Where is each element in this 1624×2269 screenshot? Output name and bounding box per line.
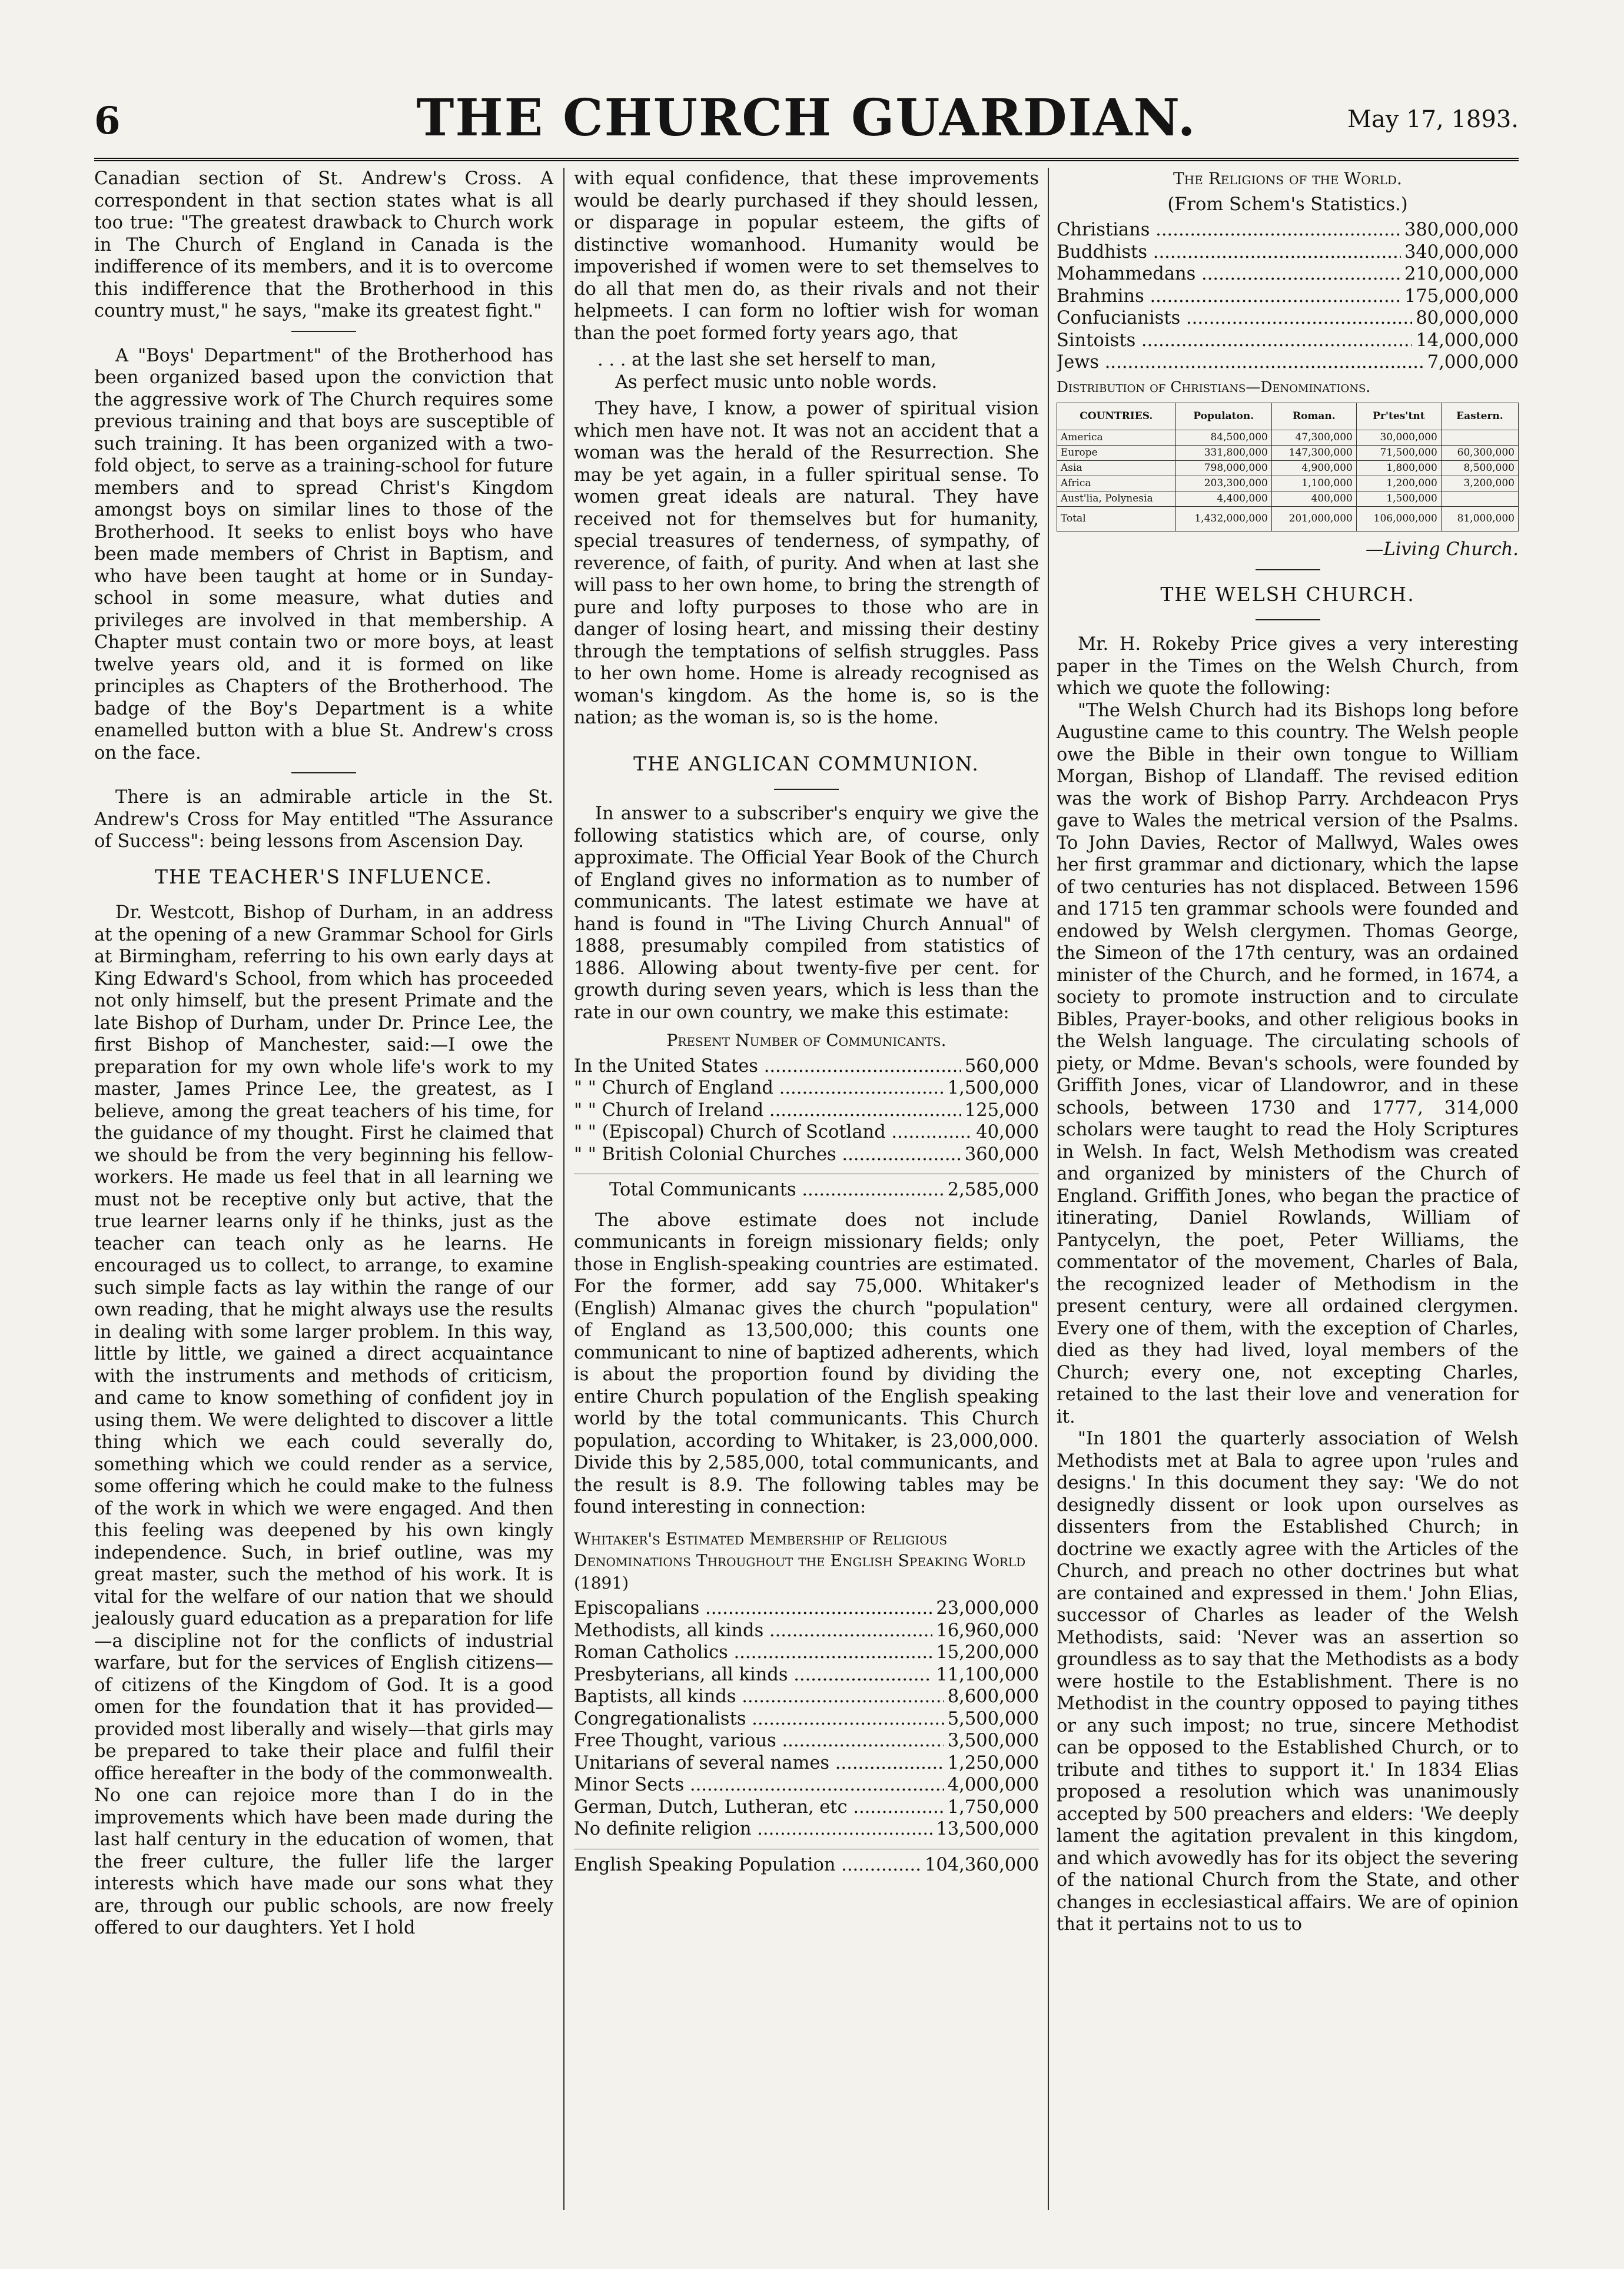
table-total-row: Total 1,432,000,000 201,000,000 106,000,000 81,000,000 bbox=[1057, 507, 1519, 531]
paragraph: "The Welsh Church had its Bishops long before Augustine came to this country. The Welsh people owe the Bible in their own tongue to William Morgan, Bishop of Llandaff. The revised edition was the work of Bishop Parry. Archdeacon Prys gave to Wales the metrical version of the Psalms. To John Davies, Rector of Mallwyd, Wales owes her first grammar and dictionary, which the lapse of two centuries has not displaced. Between 1596 and 1715 ten grammar schools were founded and endowed by Welsh clergymen. Thomas George, the Simeon of the 17th century, was an ordained minister of the Church, and he formed, in 1674, a society to promote instruction and to circulate Bibles, Prayer-books, and other religious books in the Welsh language. The circulating schools of piety, or Mdme. Bevan's schools, were founded by Griffith Jones, vicar of Llandowror, and in these schools, between 1730 and 1777, 314,000 scholars were taught to read the Holy Scriptures in Welsh. In fact, Welsh Methodism was created and organized by ministers of the Church of England. Griffith Jones, who began the practice of itinerating, Daniel Rowlands, William of Pantycelyn, the poet, Peter Williams, the commentator of the movement, Charles of Bala, the recognized leader of Methodism in the present century, were all ordained clergymen. Every one of them, with the exception of Charles, died as they had lived, loyal members of the Church; every one, not excepting Charles, retained to the last their love and veneration for it. bbox=[1057, 700, 1519, 1427]
newspaper-title: THE CHURCH GUARDIAN. bbox=[416, 88, 1197, 148]
separator-rule bbox=[1256, 619, 1320, 620]
paragraph: A "Boys' Department" of the Brotherhood has been organized based upon the conviction that the aggressive work of The Church requires some previous training and that boys are susceptible of such training. It has been organized with a two-fold object, to serve as a training-school for future members and to spread Christ's Kingdom amongst boys on similar lines to those of the Brotherhood. It seeks to enlist boys who have been made members of Christ in Baptism, and who have been taught at home or in Sunday-school in some measure, what duties and privileges are involved in that membership. A Chapter must contain two or more boys, at least twelve years old, and it is formed on like principles as Chapters of the Brotherhood. The badge of the Boy's Department is a white enamelled button with a blue St. Andrew's cross on the face. bbox=[94, 345, 553, 763]
paragraph: Mr. H. Rokeby Price gives a very interesting paper in the Times on the Welsh Church, from which we quote the following: bbox=[1057, 634, 1519, 699]
table-row: Unitarians of several names ..... 1,250,000 bbox=[574, 1752, 1039, 1775]
page-number: 6 bbox=[94, 99, 121, 143]
table-row: Methodists, all kinds ..... 16,960,000 bbox=[574, 1620, 1039, 1642]
paragraph: Canadian section of St. Andrew's Cross. A correspondent in that section states what is all too true: "The greatest drawback to Church work in The Church of England in Canada is the indifference of its members, and it is to overcome this indifference that the Brotherhood in this country must," he says, "make its greatest fight." bbox=[94, 168, 553, 321]
table-row: Baptists, all kinds ..... 8,600,000 bbox=[574, 1686, 1039, 1708]
table-row: Africa 203,300,000 1,100,000 1,200,000 3,200,000 bbox=[1057, 476, 1519, 491]
table-row: Episcopalians ..... 23,000,000 bbox=[574, 1597, 1039, 1620]
paragraph: "In 1801 the quarterly association of Welsh Methodists met at Bala to agree upon 'rules and designs.' In this document they say: 'We do not designedly dissent or look upon ourselves as dissenters from the Established Church; in doctrine we exactly agree with the Articles of the Church, and preach no other doctrines but what are contained and expressed in them.' John Elias, successor of Charles as leader of the Welsh Methodists, said: 'Never was an assertion so groundless as to say that the Methodists as a body were hostile to the Establishment. There is no Methodist in the country opposed to paying tithes or any such impost; no true, sincere Methodist can be opposed to the Established Church, or to tribute and tithes to support it.' In 1834 Elias proposed a resolution which was unanimously accepted by 500 preachers and elders: 'We deeply lament the agitation prevalent in this kingdom, and which avowedly has for its object the severing of the national Church from the State, and other changes in ecclesiastical affairs. We are of opinion that it pertains not to us to bbox=[1057, 1428, 1519, 1935]
column-1 bbox=[94, 168, 553, 1939]
issue-date: May 17, 1893. bbox=[1347, 106, 1519, 133]
table-title: Distribution of Christians—Denominations. bbox=[1057, 378, 1371, 396]
distribution-table bbox=[1057, 403, 1519, 531]
table-row: Mohammedans ..... 210,000,000 bbox=[1057, 263, 1519, 285]
column-3 bbox=[1057, 168, 1519, 1936]
header-rule bbox=[94, 158, 1519, 161]
verse-line: As perfect music unto noble words. bbox=[615, 371, 938, 393]
source-citation: —Living Church. bbox=[1366, 539, 1519, 560]
table-row: In the United States ..... 560,000 bbox=[574, 1055, 1039, 1078]
paragraph: There is an admirable article in the St. Andrew's Cross for May entitled "The Assurance of Success": being lessons from Ascension Day. bbox=[94, 787, 553, 852]
table-row: Free Thought, various ..... 3,500,000 bbox=[574, 1730, 1039, 1752]
table-row: Presbyterians, all kinds ..... 11,100,000 bbox=[574, 1664, 1039, 1686]
table-row: " " (Episcopal) Church of Scotland ..... 40,000 bbox=[574, 1121, 1039, 1144]
table-subtitle: (From Schem's Statistics.) bbox=[1167, 194, 1408, 215]
table-row: Aust'lia, Polynesia 4,400,000 400,000 1,500,000 bbox=[1057, 491, 1519, 507]
separator-rule bbox=[774, 789, 839, 790]
table-title: Present Number of Communicants. bbox=[666, 1031, 946, 1050]
table-title: The Religions of the World. bbox=[1173, 169, 1402, 188]
column-2 bbox=[574, 168, 1039, 1876]
table-title: Whitaker's Estimated Membership of Religious Denominations Throughout the English Speaking World (1891) bbox=[574, 1529, 1026, 1593]
page-header bbox=[94, 88, 1519, 159]
separator-rule bbox=[291, 772, 356, 773]
paragraph: with equal confidence, that these improvements would be dearly purchased if they should lessen, or disparage in popular esteem, the gifts of distinctive womanhood. Humanity would be impoverished if women were to set themselves to do all that men do, as their rivals and not their helpmeets. I can form no loftier wish for woman than the poet formed forty years ago, that bbox=[574, 168, 1039, 344]
paragraph: The above estimate does not include communicants in foreign missionary fields; only those in English-speaking countries are estimated. For the former, add say 75,000. Whitaker's (English) Almanac gives the church "population" of England as 13,500,000; this counts one communicant to nine of baptized adherents, which is about the proportion found by dividing the entire Church population of the English speaking world by the total communicants. This Church population, according to Whitaker, is 23,000,000. Divide this by 2,585,000, total communicants, and the result is 8.9. The following tables may be found interesting in connection: bbox=[574, 1210, 1039, 1517]
table-row: No definite religion ..... 13,500,000 bbox=[574, 1818, 1039, 1841]
table-row: Confucianists ..... 80,000,000 bbox=[1057, 307, 1519, 330]
table-row: Sintoists ..... 14,000,000 bbox=[1057, 330, 1519, 352]
table-row: Asia 798,000,000 4,900,000 1,800,000 8,500,000 bbox=[1057, 461, 1519, 476]
separator-rule bbox=[1256, 569, 1320, 570]
paragraph: In answer to a subscriber's enquiry we give the following statistics which are, of course, only approximate. The Official Year Book of the Church of England gives no information as to number of communicants. The latest estimate we have at hand is found in "The Living Church Annual" of 1888, presumably compiled from statistics of 1886. Allowing about twenty-five per cent. for growth during seven years, which is less than the rate in our own country, we make this estimate: bbox=[574, 803, 1039, 1023]
paragraph: They have, I know, a power of spiritual vision which men have not. It was not an accident that a woman was the herald of the Resurrection. She may be yet again, in a fuller spiritual sense. To women great ideals are natural. They have received not for themselves but for humanity, special treasures of tenderness, of sympathy, of reverence, of faith, of purity. And when at last she will pass to her own home, to bring the strength of pure and lofty purposes to those who are in danger of losing heart, and missing their destiny through the temptations of selfish struggles. Pass to her own home. Home is already recognised as woman's kingdom. As the home is, so is the nation; as the woman is, so is the home. bbox=[574, 398, 1039, 728]
religions-table bbox=[1057, 219, 1519, 374]
paragraph: Dr. Westcott, Bishop of Durham, in an address at the opening of a new Grammar School for Girls at Birmingham, referring to his own early days at King Edward's School, from which has proceeded not only himself, but the present Primate and the late Bishop of Durham, under Dr. Prince Lee, the first Bishop of Manchester, said:—I owe the preparation for my own whole life's work to my master, James Prince Lee, the greatest, as I believe, among the great teachers of his time, for the guidance of my thought. First he claimed that we should be from the very beginning his fellow-workers. He made us feel that in all learning we must not be receptive only but active, that the true learner learns only if he thinks, just as the teacher can teach only as he learns. He encouraged us to collect, to arrange, to examine such simple facts as lay within the range of our own reading, that he might always use the results in dealing with some larger problem. In this way, little by little, we gained a direct acquaintance with the instruments and methods of criticism, and came to know something of confident joy in using them. We were delighted to discover a little thing which we each could severally do, something which we could render as a service, some offering which he could make to the fulness of the work in which we were engaged. And then this feeling was deepened by his own kingly independence. Such, in brief outline, was my great master, such the method of his work. It is vital for the welfare of our nation that we should jealously guard education as a preparation for life—a discipline not for the conflicts of industrial warfare, but for the services of English citizens—of citizens of the Kingdom of God. It is a good omen for the foundation that it has provided—provided most liberally and wisely—that girls may be prepared to take their place and fulfil their office hereafter in the body of the commonwealth. No one can rejoice more than I do in the improvements which have been made during the last half century in the education of women, that the freer culture, the fuller life the larger interests which have made our sons what they are, through our public schools, are now freely offered to our daughters. Yet I hold bbox=[94, 902, 553, 1938]
table-row: Europe 331,800,000 147,300,000 71,500,000 60,300,000 bbox=[1057, 446, 1519, 461]
table-header-row: COUNTRIES. Populaton. Roman. Pr'tes'tnt Eastern. bbox=[1057, 403, 1519, 430]
table-row: " " Church of England ..... 1,500,000 bbox=[574, 1077, 1039, 1099]
column-divider bbox=[1048, 168, 1049, 2210]
table-total-row: English Speaking Population ..... 104,360,000 bbox=[574, 1849, 1039, 1876]
table-row: Brahmins ..... 175,000,000 bbox=[1057, 285, 1519, 308]
table-total-row: Total Communicants ..... 2,585,000 bbox=[574, 1174, 1039, 1201]
table-row: Buddhists ..... 340,000,000 bbox=[1057, 241, 1519, 264]
table-row: " " British Colonial Churches ..... 360,000 bbox=[574, 1144, 1039, 1166]
section-heading: THE ANGLICAN COMMUNION. bbox=[633, 752, 979, 775]
section-heading: THE TEACHER'S INFLUENCE. bbox=[155, 865, 493, 888]
column-divider bbox=[563, 168, 564, 2210]
separator-rule bbox=[291, 331, 356, 332]
table-row: Roman Catholics ..... 15,200,000 bbox=[574, 1642, 1039, 1664]
table-row: Christians ..... 380,000,000 bbox=[1057, 219, 1519, 241]
table-row: " " Church of Ireland ..... 125,000 bbox=[574, 1099, 1039, 1122]
table-row: Jews ..... 7,000,000 bbox=[1057, 351, 1519, 374]
table-row: America 84,500,000 47,300,000 30,000,000 bbox=[1057, 430, 1519, 446]
table-row: German, Dutch, Lutheran, etc ..... 1,750,000 bbox=[574, 1796, 1039, 1819]
membership-table bbox=[574, 1597, 1039, 1876]
communicants-table bbox=[574, 1055, 1039, 1201]
section-heading: THE WELSH CHURCH. bbox=[1160, 582, 1415, 606]
verse-line: . . . at the last she set herself to man, bbox=[597, 350, 936, 370]
table-row: Congregationalists ..... 5,500,000 bbox=[574, 1708, 1039, 1730]
table-row: Minor Sects ..... 4,000,000 bbox=[574, 1774, 1039, 1796]
